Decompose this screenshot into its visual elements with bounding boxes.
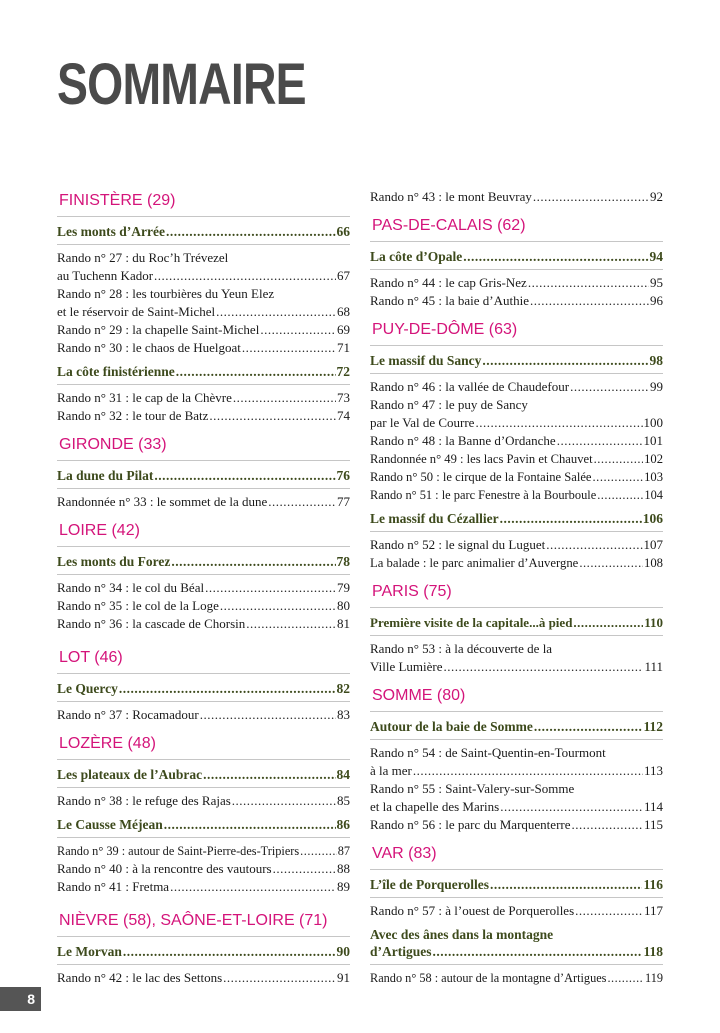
toc-entry[interactable] [57, 493, 350, 511]
entry-page: 103 [644, 470, 663, 484]
region-heading-gironde: GIRONDE (33) [57, 431, 350, 461]
entry-line: et le réservoir de Saint-Michel [57, 304, 216, 319]
toc-entry[interactable] [57, 285, 350, 321]
page-number: 8 [0, 987, 41, 1011]
region-heading-var: VAR (83) [370, 840, 663, 870]
entry-label: Randonnée n° 33 : le sommet de la dune [57, 494, 268, 509]
entry-label: La balade : le parc animalier d’Auvergne [370, 556, 579, 570]
leader-dots [594, 450, 644, 468]
toc-section[interactable] [57, 360, 350, 385]
entry-line: Rando n° 54 : de Saint-Quentin-en-Tourmont [370, 745, 606, 760]
toc-entry[interactable] [57, 249, 350, 285]
toc-entry[interactable] [57, 792, 350, 810]
entry-page: 74 [337, 408, 350, 423]
entry-label: Rando n° 45 : la baie d’Authie [370, 293, 529, 308]
toc-section[interactable] [57, 677, 350, 702]
entry-line: à la mer [370, 763, 412, 778]
toc-entry[interactable] [370, 902, 663, 920]
toc-entry[interactable] [370, 816, 663, 834]
region-heading-lot: LOT (46) [57, 644, 350, 674]
entry-label: Rando n° 30 : le chaos de Huelgoat [57, 340, 241, 355]
entry-page: 87 [337, 844, 350, 858]
entry-label: Rando n° 32 : le tour de Batz [57, 408, 209, 423]
leader-dots [260, 321, 336, 339]
region-heading-paris: PARIS (75) [370, 578, 663, 608]
entry-label: Rando n° 37 : Rocamadour [57, 707, 199, 722]
leader-dots [546, 536, 642, 554]
entry-label: Rando n° 52 : le signal du Luguet [370, 537, 546, 552]
section-label: La côte finistérienne [57, 364, 175, 379]
leader-dots [593, 468, 644, 486]
toc-section[interactable] [57, 220, 350, 245]
entry-line: Rando n° 47 : le puy de Sancy [370, 397, 528, 412]
entry-label: Randonnée n° 49 : les lacs Pavin et Chauvet [370, 452, 593, 466]
toc-entry[interactable] [370, 450, 663, 468]
entry-label: Rando n° 56 : le parc du Marquenterre [370, 817, 571, 832]
leader-dots [413, 762, 643, 780]
leader-dots [575, 902, 643, 920]
section-page: 106 [642, 511, 663, 526]
toc-entry[interactable] [57, 389, 350, 407]
region-heading-finistere: FINISTÈRE (29) [57, 187, 350, 217]
toc-entry[interactable] [370, 554, 663, 572]
entry-page: 119 [645, 971, 663, 985]
leader-dots [500, 510, 642, 527]
toc-entry[interactable] [57, 706, 350, 724]
leader-dots [176, 363, 336, 380]
toc-section[interactable] [370, 349, 663, 374]
leader-dots [490, 876, 642, 893]
entry-page: 95 [650, 275, 663, 290]
toc-entry[interactable] [370, 780, 663, 816]
toc-section[interactable] [370, 715, 663, 740]
toc-section[interactable] [370, 873, 663, 898]
section-label: Autour de la baie de Somme [370, 719, 533, 734]
leader-dots [300, 842, 337, 860]
leader-dots [200, 706, 336, 724]
section-label: Le Causse Méjean [57, 817, 163, 832]
leader-dots [573, 614, 643, 631]
leader-dots [482, 352, 648, 369]
entry-page: 83 [337, 707, 350, 722]
entry-label: Rando n° 35 : le col de la Loge [57, 598, 219, 613]
leader-dots [475, 414, 642, 432]
toc-entry[interactable] [57, 842, 350, 860]
leader-dots [171, 553, 335, 570]
toc-entry[interactable] [57, 969, 350, 987]
leader-dots [154, 267, 336, 285]
toc-entry[interactable] [370, 468, 663, 486]
entry-label: Rando n° 42 : le lac des Settons [57, 970, 223, 985]
toc-entry[interactable] [57, 339, 350, 357]
leader-dots [216, 303, 336, 321]
entry-line: Ville Lumière [370, 659, 443, 674]
entry-label: Rando n° 51 : le parc Fenestre à la Bourboule [370, 488, 597, 502]
leader-dots [463, 248, 648, 265]
leader-dots [119, 680, 336, 697]
entry-page: 73 [337, 390, 350, 405]
entry-page: 89 [337, 879, 350, 894]
toc-section[interactable] [57, 550, 350, 575]
toc-entry[interactable] [370, 292, 663, 310]
toc-section[interactable] [370, 245, 663, 270]
leader-dots [530, 292, 649, 310]
toc-entry[interactable] [57, 321, 350, 339]
section-page: 84 [336, 767, 350, 782]
entry-page: 77 [337, 494, 350, 509]
leader-dots [273, 860, 336, 878]
leader-dots [557, 432, 643, 450]
leader-dots [607, 969, 644, 987]
section-label: Le Morvan [57, 944, 122, 959]
toc-entry[interactable] [370, 744, 663, 780]
entry-page: 85 [337, 793, 350, 808]
leader-dots [170, 878, 336, 896]
section-page: 94 [649, 249, 663, 264]
entry-label: Rando n° 29 : la chapelle Saint-Michel [57, 322, 260, 337]
page-title: SOMMAIRE [57, 52, 306, 117]
leader-dots [220, 597, 336, 615]
section-label: Les plateaux de l’Aubrac [57, 767, 203, 782]
leader-dots [444, 658, 644, 676]
section-label: L’île de Porquerolles [370, 877, 490, 892]
leader-dots [572, 816, 643, 834]
entry-page: 81 [337, 616, 350, 631]
toc-section[interactable] [370, 507, 663, 532]
entry-page: 114 [643, 799, 663, 814]
section-page: 72 [336, 364, 350, 379]
section-label: La côte d’Opale [370, 249, 463, 264]
leader-dots [534, 718, 643, 735]
entry-label: Rando n° 34 : le col du Béal [57, 580, 205, 595]
entry-label: Rando n° 38 : le refuge des Rajas [57, 793, 231, 808]
leader-dots [246, 615, 336, 633]
section-label: Les monts du Forez [57, 554, 171, 569]
entry-page: 88 [337, 861, 350, 876]
entry-label: Rando n° 46 : la vallée de Chaudefour [370, 379, 570, 394]
toc-section[interactable] [57, 940, 350, 965]
leader-dots [123, 943, 336, 960]
leader-dots [533, 188, 649, 206]
toc-entry[interactable] [370, 396, 663, 432]
leader-dots [205, 579, 336, 597]
entry-page: 115 [643, 817, 663, 832]
entry-page: 101 [643, 433, 663, 448]
entry-line: Rando n° 28 : les tourbières du Yeun Elez [57, 286, 275, 301]
toc-entry[interactable] [370, 274, 663, 292]
region-heading-nievre: NIÈVRE (58), SAÔNE-ET-LOIRE (71) [57, 907, 350, 937]
toc-entry[interactable] [370, 969, 663, 987]
region-heading-lozere: LOZÈRE (48) [57, 730, 350, 760]
entry-page: 108 [643, 556, 663, 570]
leader-dots [223, 969, 336, 987]
toc-left-column [57, 187, 350, 987]
section-label: Le Quercy [57, 681, 118, 696]
entry-label: Rando n° 41 : Fretma [57, 879, 170, 894]
section-page: 78 [336, 554, 350, 569]
entry-page: 117 [643, 903, 663, 918]
toc-section[interactable] [57, 464, 350, 489]
section-page: 118 [643, 944, 663, 959]
entry-line: Rando n° 55 : Saint-Valery-sur-Somme [370, 781, 575, 796]
section-label: La dune du Pilat [57, 468, 154, 483]
section-label: Le massif du Sancy [370, 353, 482, 368]
toc-entry[interactable] [370, 640, 663, 676]
region-heading-loire: LOIRE (42) [57, 517, 350, 547]
section-label: Les monts d’Arrée [57, 224, 165, 239]
leader-dots [166, 223, 336, 240]
entry-label: Rando n° 58 : autour de la montagne d’Artigues [370, 971, 607, 985]
toc-entry[interactable] [57, 615, 350, 633]
section-page: 116 [643, 877, 663, 892]
entry-label: Rando n° 40 : à la rencontre des vautours [57, 861, 272, 876]
entry-page: 104 [644, 488, 663, 502]
entry-line: Rando n° 53 : à la découverte de la [370, 641, 553, 656]
leader-dots [232, 792, 336, 810]
toc-entry[interactable] [370, 378, 663, 396]
section-page: 76 [336, 468, 350, 483]
toc-entry[interactable] [370, 188, 663, 206]
leader-dots [570, 378, 649, 396]
leader-dots [579, 554, 643, 572]
leader-dots [203, 766, 335, 783]
section-label: Le massif du Cézallier [370, 511, 499, 526]
section-page: 82 [336, 681, 350, 696]
section-page: 112 [643, 719, 663, 734]
section-label: Avec des ânes dans la montagne [370, 927, 554, 942]
region-heading-somme: SOMME (80) [370, 682, 663, 712]
entry-page: 107 [643, 537, 663, 552]
leader-dots [500, 798, 643, 816]
entry-page: 68 [337, 304, 350, 319]
entry-page: 80 [337, 598, 350, 613]
entry-page: 102 [644, 452, 663, 466]
leader-dots [164, 816, 336, 833]
entry-label: Rando n° 43 : le mont Beuvray [370, 189, 532, 204]
section-page: 110 [644, 615, 663, 630]
section-page: 66 [336, 224, 350, 239]
entry-page: 67 [337, 268, 350, 283]
entry-page: 71 [337, 340, 350, 355]
entry-page: 79 [337, 580, 350, 595]
leader-dots [233, 389, 336, 407]
entry-label: Rando n° 48 : la Banne d’Ordanche [370, 433, 556, 448]
region-heading-puy-de-dome: PUY-DE-DÔME (63) [370, 316, 663, 346]
leader-dots [597, 486, 643, 504]
section-page: 86 [336, 817, 350, 832]
entry-page: 91 [337, 970, 350, 985]
entry-page: 113 [643, 763, 663, 778]
leader-dots [154, 467, 335, 484]
entry-line: Rando n° 27 : du Roc’h Trévezel [57, 250, 229, 265]
toc-entry[interactable] [57, 407, 350, 425]
entry-label: Rando n° 39 : autour de Saint-Pierre-des-Tripiers [57, 844, 300, 858]
toc-section[interactable] [57, 763, 350, 788]
section-label: Première visite de la capitale...à pied [370, 615, 573, 630]
entry-page: 69 [337, 322, 350, 337]
toc-section[interactable] [370, 611, 663, 636]
entry-line: au Tuchenn Kador [57, 268, 154, 283]
entry-page: 111 [644, 659, 663, 674]
entry-label: Rando n° 50 : le cirque de la Fontaine Salée [370, 470, 592, 484]
toc-entry[interactable] [370, 536, 663, 554]
region-heading-pas-de-calais: PAS-DE-CALAIS (62) [370, 212, 663, 242]
entry-line: et la chapelle des Marins [370, 799, 500, 814]
section-page: 90 [336, 944, 350, 959]
leader-dots [528, 274, 649, 292]
leader-dots [209, 407, 336, 425]
toc-entry[interactable] [57, 878, 350, 896]
toc-entry[interactable] [370, 432, 663, 450]
entry-label: Rando n° 44 : le cap Gris-Nez [370, 275, 527, 290]
section-page: 98 [649, 353, 663, 368]
toc-section[interactable] [370, 923, 663, 965]
leader-dots [242, 339, 336, 357]
toc-entry[interactable] [370, 486, 663, 504]
entry-line: par le Val de Courre [370, 415, 475, 430]
section-label: d’Artigues [370, 944, 432, 959]
entry-label: Rando n° 57 : à l’ouest de Porquerolles [370, 903, 575, 918]
entry-page: 99 [650, 379, 663, 394]
entry-page: 100 [643, 415, 663, 430]
toc-entry[interactable] [57, 579, 350, 597]
toc-section[interactable] [57, 813, 350, 838]
toc-right-column [370, 188, 663, 987]
leader-dots [433, 943, 643, 960]
toc-entry[interactable] [57, 597, 350, 615]
leader-dots [268, 493, 336, 511]
toc-entry[interactable] [57, 860, 350, 878]
entry-page: 92 [650, 189, 663, 204]
entry-label: Rando n° 31 : le cap de la Chèvre [57, 390, 232, 405]
entry-label: Rando n° 36 : la cascade de Chorsin [57, 616, 246, 631]
entry-page: 96 [650, 293, 663, 308]
